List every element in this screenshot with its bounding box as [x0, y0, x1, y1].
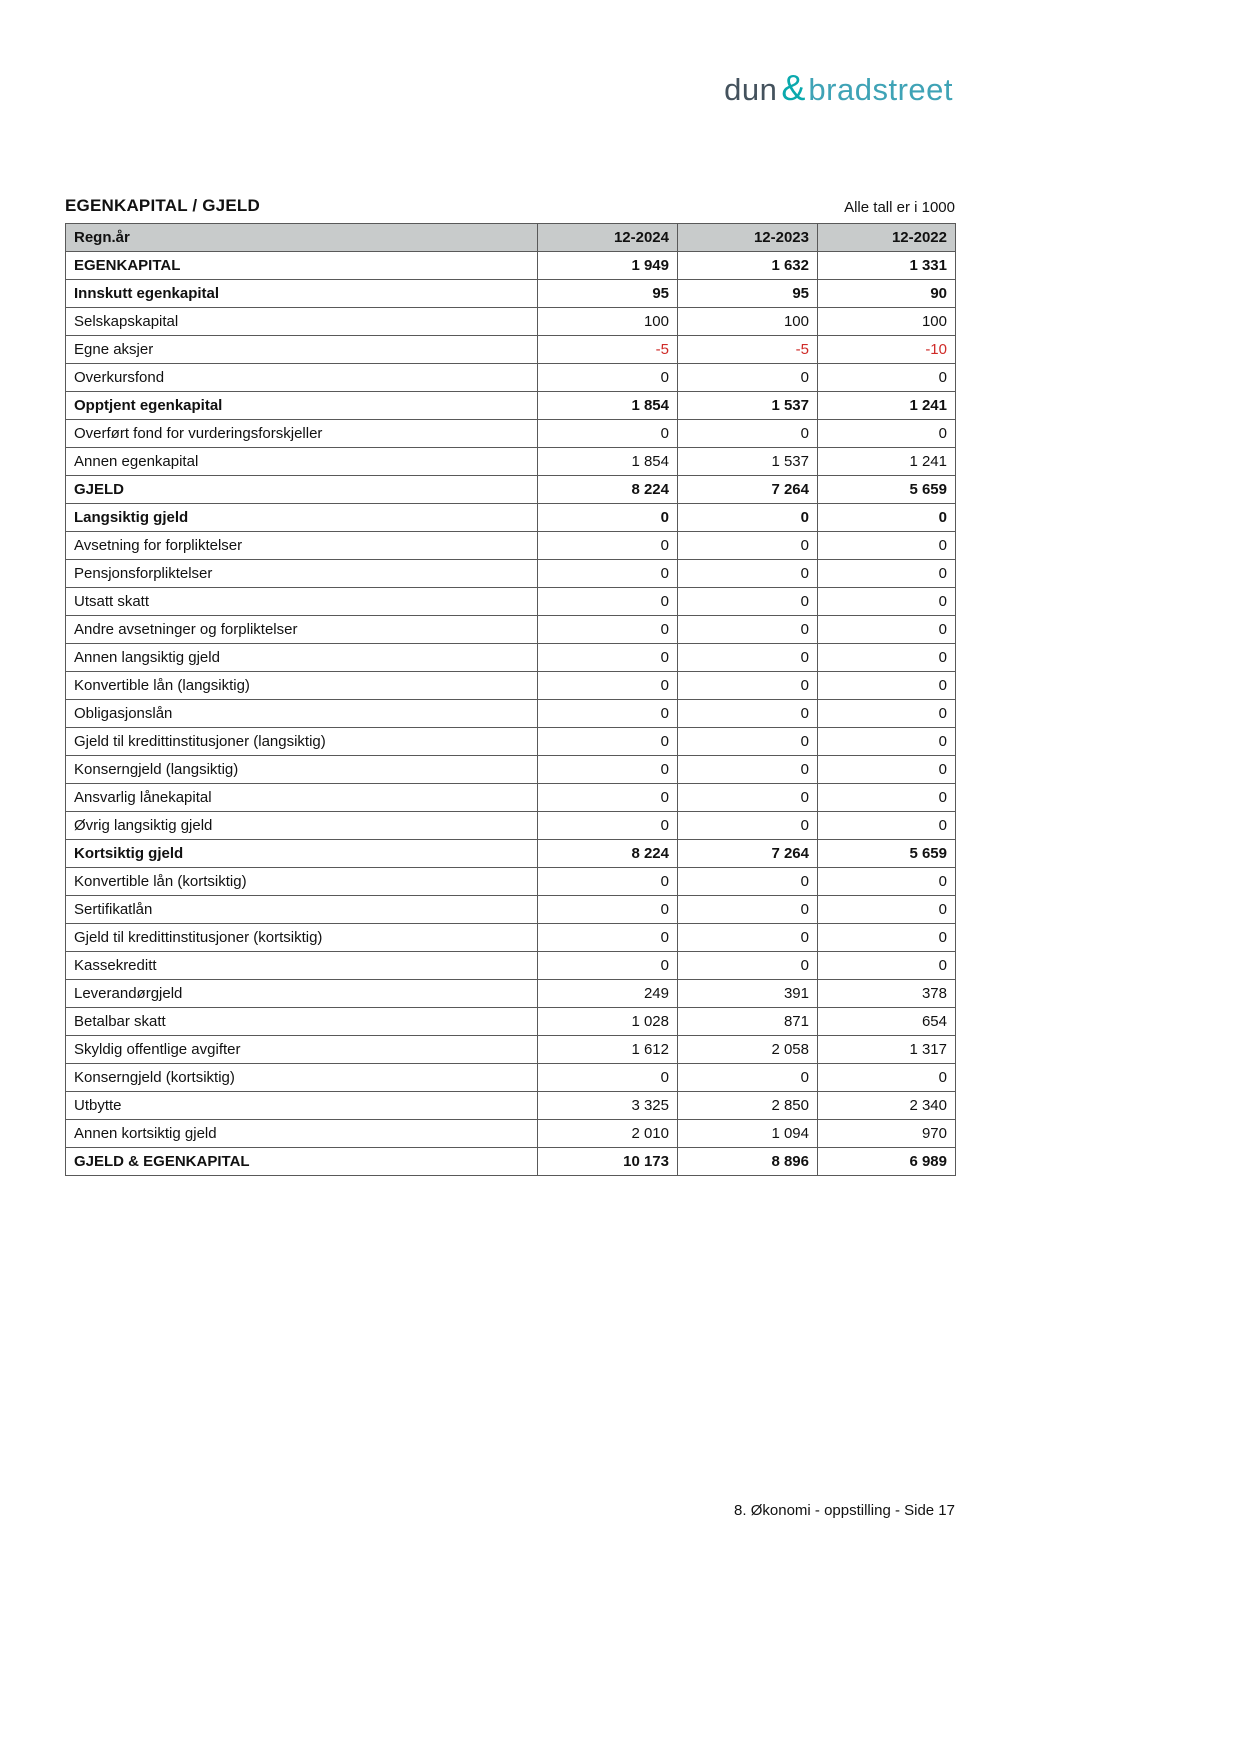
- row-label: Gjeld til kredittinstitusjoner (langsiktig): [66, 728, 538, 756]
- row-value: -5: [538, 336, 678, 364]
- table-row: [66, 336, 956, 364]
- column-header-year-1: 12-2024: [538, 224, 678, 252]
- row-label: Kassekreditt: [66, 952, 538, 980]
- row-value: 100: [538, 308, 678, 336]
- row-value: 0: [678, 644, 818, 672]
- table-row: [66, 1064, 956, 1092]
- row-value: 0: [678, 364, 818, 392]
- row-value: 95: [678, 280, 818, 308]
- row-value: 0: [678, 952, 818, 980]
- row-label: Konvertible lån (langsiktig): [66, 672, 538, 700]
- row-value: 0: [818, 756, 956, 784]
- row-value: 1 537: [678, 392, 818, 420]
- row-value: 249: [538, 980, 678, 1008]
- row-value: 0: [818, 896, 956, 924]
- row-value: 1 537: [678, 448, 818, 476]
- row-value: 0: [818, 1064, 956, 1092]
- logo-text-bradstreet: bradstreet: [808, 72, 953, 107]
- row-label: Obligasjonslån: [66, 700, 538, 728]
- row-value: 8 896: [678, 1148, 818, 1176]
- row-value: 391: [678, 980, 818, 1008]
- row-value: 0: [538, 420, 678, 448]
- row-value: 90: [818, 280, 956, 308]
- row-value: 0: [818, 700, 956, 728]
- row-value: 8 224: [538, 840, 678, 868]
- row-value: 0: [538, 672, 678, 700]
- row-value: 0: [538, 1064, 678, 1092]
- table-row: [66, 952, 956, 980]
- row-value: 0: [538, 616, 678, 644]
- table-row: [66, 812, 956, 840]
- column-header-year-3: 12-2022: [818, 224, 956, 252]
- row-value: 0: [538, 560, 678, 588]
- row-label: Andre avsetninger og forpliktelser: [66, 616, 538, 644]
- table-row: [66, 896, 956, 924]
- table-row: [66, 420, 956, 448]
- column-header-year-2: 12-2023: [678, 224, 818, 252]
- row-label: Kortsiktig gjeld: [66, 840, 538, 868]
- row-value: 1 241: [818, 448, 956, 476]
- row-value: 0: [818, 924, 956, 952]
- row-value: 0: [678, 588, 818, 616]
- row-value: 0: [678, 924, 818, 952]
- row-label: Øvrig langsiktig gjeld: [66, 812, 538, 840]
- row-value: 100: [678, 308, 818, 336]
- row-value: 0: [818, 420, 956, 448]
- row-value: 0: [538, 364, 678, 392]
- row-label: Overført fond for vurderingsforskjeller: [66, 420, 538, 448]
- row-value: 0: [538, 868, 678, 896]
- row-value: 100: [818, 308, 956, 336]
- table-row: [66, 280, 956, 308]
- equity-debt-table: [65, 223, 956, 1176]
- row-value: 2 850: [678, 1092, 818, 1120]
- row-value: 0: [678, 896, 818, 924]
- row-value: 0: [678, 1064, 818, 1092]
- row-value: 0: [678, 700, 818, 728]
- row-value: 0: [818, 588, 956, 616]
- row-value: 0: [818, 560, 956, 588]
- row-value: 0: [818, 672, 956, 700]
- row-value: 378: [818, 980, 956, 1008]
- row-label: Utbytte: [66, 1092, 538, 1120]
- row-value: 0: [818, 784, 956, 812]
- table-row: [66, 1036, 956, 1064]
- row-value: 1 317: [818, 1036, 956, 1064]
- table-row: [66, 1120, 956, 1148]
- row-label: Konserngjeld (kortsiktig): [66, 1064, 538, 1092]
- page-footer: 8. Økonomi - oppstilling - Side 17: [734, 1502, 955, 1519]
- table-row: [66, 672, 956, 700]
- row-value: -10: [818, 336, 956, 364]
- row-value: 0: [538, 812, 678, 840]
- table-row: [66, 448, 956, 476]
- row-label: Overkursfond: [66, 364, 538, 392]
- report-section: [65, 196, 955, 1176]
- row-label: Annen kortsiktig gjeld: [66, 1120, 538, 1148]
- table-row: [66, 1008, 956, 1036]
- row-label: Konserngjeld (langsiktig): [66, 756, 538, 784]
- row-value: 2 340: [818, 1092, 956, 1120]
- row-value: 0: [538, 896, 678, 924]
- row-value: 0: [818, 532, 956, 560]
- table-row: [66, 476, 956, 504]
- row-label: Konvertible lån (kortsiktig): [66, 868, 538, 896]
- row-value: 0: [538, 700, 678, 728]
- row-value: -5: [678, 336, 818, 364]
- row-value: 7 264: [678, 476, 818, 504]
- table-row: [66, 560, 956, 588]
- row-value: 0: [818, 616, 956, 644]
- row-value: 1 632: [678, 252, 818, 280]
- row-value: 0: [538, 532, 678, 560]
- row-value: 0: [538, 588, 678, 616]
- table-row: [66, 784, 956, 812]
- section-title: EGENKAPITAL / GJELD: [65, 196, 260, 215]
- row-value: 0: [678, 672, 818, 700]
- row-label: Betalbar skatt: [66, 1008, 538, 1036]
- row-value: 7 264: [678, 840, 818, 868]
- row-label: Avsetning for forpliktelser: [66, 532, 538, 560]
- row-label: Leverandørgjeld: [66, 980, 538, 1008]
- table-row: [66, 532, 956, 560]
- row-value: 0: [538, 644, 678, 672]
- balance-table-body: [66, 252, 956, 1176]
- row-label: Pensjonsforpliktelser: [66, 560, 538, 588]
- dun-bradstreet-logo: [724, 67, 953, 108]
- row-label: Annen egenkapital: [66, 448, 538, 476]
- row-value: 1 094: [678, 1120, 818, 1148]
- table-row: [66, 308, 956, 336]
- table-row: [66, 700, 956, 728]
- row-value: 1 241: [818, 392, 956, 420]
- row-value: 2 058: [678, 1036, 818, 1064]
- row-value: 0: [678, 728, 818, 756]
- table-row: [66, 924, 956, 952]
- row-label: EGENKAPITAL: [66, 252, 538, 280]
- table-row: [66, 364, 956, 392]
- table-row: [66, 980, 956, 1008]
- row-label: Langsiktig gjeld: [66, 504, 538, 532]
- row-value: 0: [538, 728, 678, 756]
- row-label: Selskapskapital: [66, 308, 538, 336]
- row-label: Ansvarlig lånekapital: [66, 784, 538, 812]
- row-value: 0: [678, 504, 818, 532]
- row-value: 95: [538, 280, 678, 308]
- row-value: 0: [678, 868, 818, 896]
- row-label: Sertifikatlån: [66, 896, 538, 924]
- table-row: [66, 840, 956, 868]
- row-value: 8 224: [538, 476, 678, 504]
- table-row: [66, 252, 956, 280]
- row-value: 0: [818, 952, 956, 980]
- row-value: 871: [678, 1008, 818, 1036]
- row-label: Annen langsiktig gjeld: [66, 644, 538, 672]
- row-value: 0: [678, 812, 818, 840]
- table-row: [66, 1148, 956, 1176]
- row-label: Skyldig offentlige avgifter: [66, 1036, 538, 1064]
- row-value: 1 331: [818, 252, 956, 280]
- row-value: 970: [818, 1120, 956, 1148]
- row-value: 0: [818, 504, 956, 532]
- row-value: 1 854: [538, 448, 678, 476]
- row-value: 654: [818, 1008, 956, 1036]
- table-header-row: [66, 224, 956, 252]
- row-value: 0: [818, 728, 956, 756]
- row-value: 0: [678, 756, 818, 784]
- row-value: 0: [678, 616, 818, 644]
- row-value: 1 028: [538, 1008, 678, 1036]
- row-value: 0: [538, 924, 678, 952]
- units-note: Alle tall er i 1000: [844, 199, 955, 216]
- row-value: 0: [678, 420, 818, 448]
- table-row: [66, 504, 956, 532]
- row-label: Utsatt skatt: [66, 588, 538, 616]
- ampersand-icon: &: [781, 67, 806, 108]
- table-row: [66, 868, 956, 896]
- row-label: Egne aksjer: [66, 336, 538, 364]
- row-value: 5 659: [818, 476, 956, 504]
- table-row: [66, 588, 956, 616]
- row-value: 2 010: [538, 1120, 678, 1148]
- row-label: Innskutt egenkapital: [66, 280, 538, 308]
- row-value: 0: [818, 644, 956, 672]
- table-row: [66, 756, 956, 784]
- table-row: [66, 616, 956, 644]
- row-value: 0: [678, 532, 818, 560]
- row-value: 0: [818, 868, 956, 896]
- row-label: GJELD: [66, 476, 538, 504]
- row-label: GJELD & EGENKAPITAL: [66, 1148, 538, 1176]
- table-row: [66, 1092, 956, 1120]
- table-row: [66, 392, 956, 420]
- logo-text-dun: dun: [724, 72, 778, 107]
- row-value: 0: [678, 784, 818, 812]
- row-label: Opptjent egenkapital: [66, 392, 538, 420]
- row-value: 0: [538, 784, 678, 812]
- row-value: 5 659: [818, 840, 956, 868]
- row-value: 10 173: [538, 1148, 678, 1176]
- row-value: 0: [538, 756, 678, 784]
- column-header-regnaar: Regn.år: [66, 224, 538, 252]
- table-row: [66, 644, 956, 672]
- row-value: 1 949: [538, 252, 678, 280]
- row-value: 6 989: [818, 1148, 956, 1176]
- row-value: 0: [818, 812, 956, 840]
- row-label: Gjeld til kredittinstitusjoner (kortsiktig): [66, 924, 538, 952]
- row-value: 0: [678, 560, 818, 588]
- table-row: [66, 728, 956, 756]
- section-header: [65, 196, 955, 216]
- row-value: 0: [538, 504, 678, 532]
- row-value: 1 612: [538, 1036, 678, 1064]
- row-value: 0: [818, 364, 956, 392]
- row-value: 1 854: [538, 392, 678, 420]
- row-value: 0: [538, 952, 678, 980]
- row-value: 3 325: [538, 1092, 678, 1120]
